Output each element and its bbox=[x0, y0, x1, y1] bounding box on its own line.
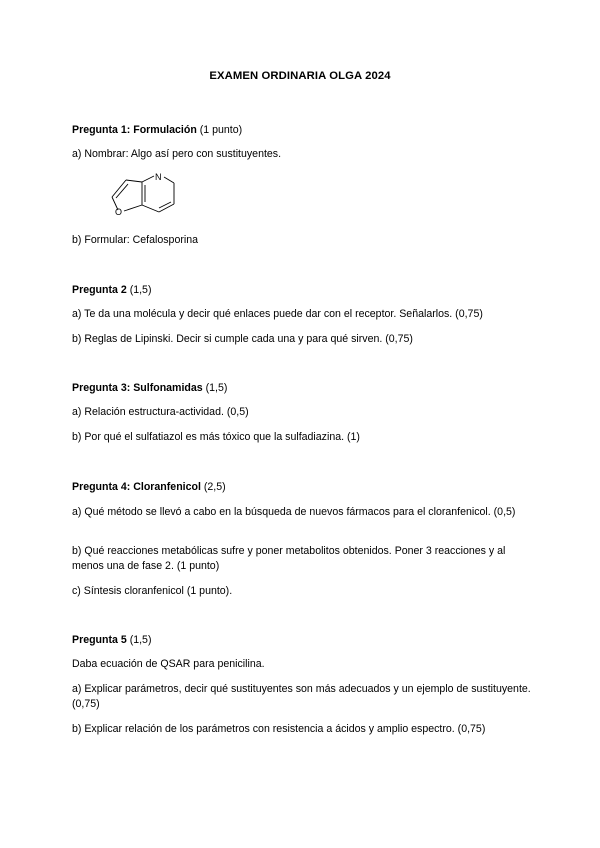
question-1-b: b) Formular: Cefalosporina bbox=[72, 234, 198, 246]
question-3-title: Pregunta 3: Sulfonamidas bbox=[72, 382, 203, 394]
question-2-points: (1,5) bbox=[126, 284, 152, 296]
question-5-b: b) Explicar relación de los parámetros con resistencia a ácidos y amplio espectro. (0,75) bbox=[72, 723, 486, 735]
question-2-title: Pregunta 2 bbox=[72, 284, 127, 296]
question-1-title: Pregunta 1: Formulación bbox=[72, 124, 197, 136]
question-5-title: Pregunta 5 bbox=[72, 634, 127, 646]
question-1-header bbox=[72, 123, 532, 138]
question-4-title: Pregunta 4: Cloranfenicol bbox=[72, 481, 201, 493]
bond bbox=[159, 204, 174, 212]
question-1-points: (1 punto) bbox=[196, 124, 243, 136]
question-1-a: a) Nombrar: Algo así pero con sustituyentes. bbox=[72, 148, 282, 160]
question-2-header bbox=[72, 283, 532, 298]
bond bbox=[124, 205, 142, 211]
question-5-intro: Daba ecuación de QSAR para penicilina. bbox=[72, 658, 265, 670]
bond bbox=[142, 205, 159, 212]
question-5-points: (1,5) bbox=[126, 634, 152, 646]
question-4-c: c) Síntesis cloranfenicol (1 punto). bbox=[72, 585, 233, 597]
nitrogen-atom-label: N bbox=[155, 172, 162, 182]
question-3-b: b) Por qué el sulfatiazol es más tóxico que la sulfadiazina. (1) bbox=[72, 431, 360, 443]
question-4-points: (2,5) bbox=[200, 481, 226, 493]
bond bbox=[164, 177, 174, 183]
question-2-a: a) Te da una molécula y decir qué enlaces puede dar con el receptor. Señalarlos. (0,75) bbox=[72, 308, 483, 320]
bond bbox=[142, 176, 154, 182]
bond bbox=[159, 202, 171, 208]
oxygen-atom-label: O bbox=[115, 207, 123, 217]
question-3-points: (1,5) bbox=[202, 382, 228, 394]
question-5-header bbox=[72, 633, 532, 648]
furopyridine-structure bbox=[104, 170, 186, 220]
question-4-a: a) Qué método se llevó a cabo en la búsqueda de nuevos fármacos para el cloranfenicol. (0,5) bbox=[72, 506, 516, 518]
exam-title: EXAMEN ORDINARIA OLGA 2024 bbox=[209, 70, 391, 82]
bond bbox=[116, 184, 128, 198]
molecule-drawing bbox=[104, 170, 186, 220]
question-4-b: b) Qué reacciones metabólicas sufre y poner metabolitos obtenidos. Poner 3 reacciones y al menos una de fase 2. (1 punto) bbox=[72, 545, 506, 572]
question-3-a: a) Relación estructura-actividad. (0,5) bbox=[72, 406, 249, 418]
question-4-header bbox=[72, 480, 532, 495]
bond bbox=[126, 180, 142, 182]
question-2-b: b) Reglas de Lipinski. Decir si cumple cada una y para qué sirven. (0,75) bbox=[72, 333, 413, 345]
question-3-header bbox=[72, 381, 532, 396]
question-5-a: a) Explicar parámetros, decir qué sustituyentes son más adecuados y un ejemplo de sustituyente. (0,75) bbox=[72, 683, 531, 710]
